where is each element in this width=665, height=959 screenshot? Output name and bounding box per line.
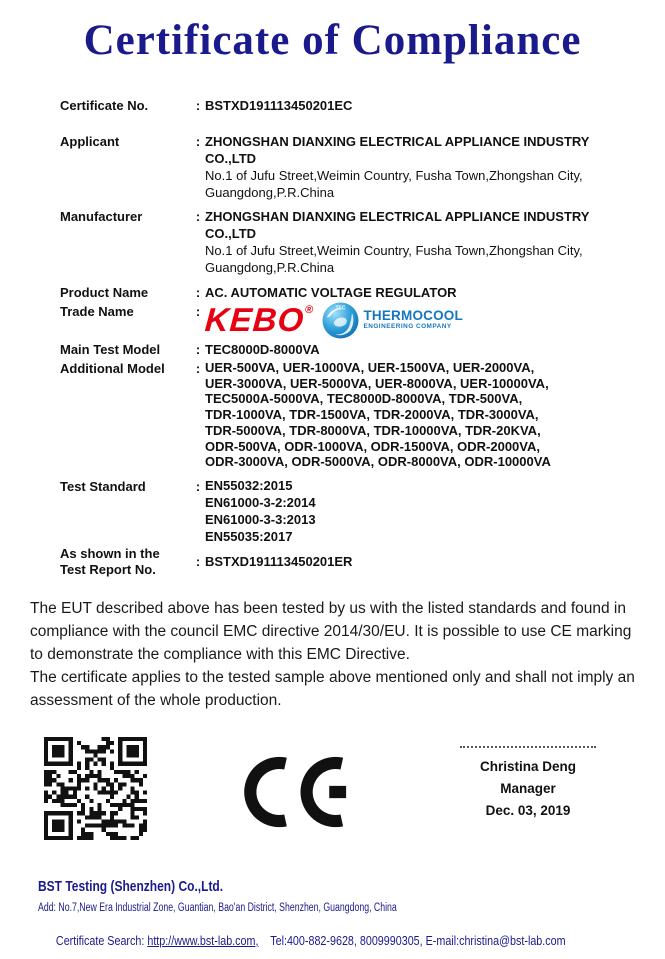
kebo-logo xyxy=(204,301,314,339)
field-label: Test Standard xyxy=(60,479,146,494)
field-label: Applicant xyxy=(60,134,120,149)
field-colon: : xyxy=(195,361,201,376)
qr-code xyxy=(43,737,148,840)
field-colon: : xyxy=(195,134,201,149)
footer-contact-line xyxy=(38,920,566,959)
field-label: Trade Name xyxy=(60,304,134,319)
field-label: Product Name xyxy=(60,285,149,300)
statement-paragraph: The EUT described above has been tested by us with the listed standards and found in compliance with the council EMC directive 2014/30/EU. It is possible to use CE marking to demonstrate the compliance with this EMC Directive. xyxy=(30,600,632,663)
company-address-line: Guangdong,P.R.China xyxy=(205,260,335,275)
lab-address: Add: No.7,New Era Industrial Zone, Guantian, Bao'an District, Shenzhen, Guangdong, China xyxy=(38,902,397,914)
signatory-title: Manager xyxy=(500,781,556,796)
page-title: Certificate of Compliance xyxy=(83,17,582,64)
field-label xyxy=(60,546,192,578)
field-colon: : xyxy=(195,304,201,319)
additional-model-value xyxy=(205,360,635,470)
certificate-search-link[interactable]: http://www.bst-lab.com, xyxy=(147,934,259,948)
field-colon: : xyxy=(195,209,201,224)
field-colon: : xyxy=(195,479,201,494)
model-list-line: TDR-5000VA, TDR-8000VA, TDR-10000VA, TDR-20KVA, xyxy=(205,422,541,438)
model-list-line: UER-500VA, UER-1000VA, UER-1500VA, UER-2000VA, xyxy=(205,360,535,375)
company-address-line: Guangdong,P.R.China xyxy=(205,185,335,200)
thermocool-logo xyxy=(322,302,463,339)
thermocool-globe-text: TEC xyxy=(335,305,346,311)
company-name-line: ZHONGSHAN DIANXING ELECTRICAL APPLIANCE INDUSTRY xyxy=(205,134,590,149)
signatory-name: Christina Deng xyxy=(479,759,576,774)
model-list-line: TEC5000A-5000VA, TEC8000D-8000VA, TDR-500VA, xyxy=(205,391,523,407)
footer-contact-info: Tel:400-882-9628, 8009990305, E-mail:christina@bst-lab.com xyxy=(258,934,566,948)
field-colon: : xyxy=(195,98,201,113)
compliance-statement xyxy=(30,597,644,712)
model-list-line: ODR-500VA, ODR-1000VA, ODR-1500VA, ODR-2000VA, xyxy=(205,438,540,454)
applicant-value xyxy=(205,133,635,201)
thermocool-subtitle: ENGINEERING COMPANY xyxy=(363,323,452,330)
model-list-line: TDR-1000VA, TDR-1500VA, TDR-2000VA, TDR-3000VA, xyxy=(205,407,539,423)
field-colon: : xyxy=(195,342,201,357)
field-colon: : xyxy=(195,285,201,300)
thermocool-globe-icon xyxy=(322,302,359,339)
company-name-line: CO.,LTD xyxy=(205,151,257,166)
standard-line: EN61000-3-3:2013 xyxy=(205,511,316,527)
product-name-value: AC. AUTOMATIC VOLTAGE REGULATOR xyxy=(205,285,457,300)
trade-name-logos xyxy=(205,299,463,341)
model-list-line: ODR-3000VA, ODR-5000VA, ODR-8000VA, ODR-10000VA xyxy=(205,454,551,470)
thermocool-wordmark xyxy=(363,309,463,331)
company-address-line: No.1 of Jufu Street,Weimin Country, Fusha Town,Zhongshan City, xyxy=(205,243,583,258)
kebo-logo-text: KEBO xyxy=(203,301,306,338)
signature-block xyxy=(444,746,612,822)
footer xyxy=(38,878,651,959)
lab-company-name: BST Testing (Shenzhen) Co.,Ltd. xyxy=(38,878,224,895)
manufacturer-value xyxy=(205,208,635,276)
signature-date: Dec. 03, 2019 xyxy=(485,803,571,818)
ce-mark-icon xyxy=(242,752,348,832)
registered-trademark-icon: ® xyxy=(304,304,314,316)
field-label: Manufacturer xyxy=(60,209,143,224)
standard-line: EN61000-3-2:2014 xyxy=(205,494,316,510)
test-standard-value xyxy=(205,478,635,546)
company-name-line: ZHONGSHAN DIANXING ELECTRICAL APPLIANCE INDUSTRY xyxy=(205,209,590,224)
standard-line: EN55035:2017 xyxy=(205,528,293,544)
standard-line: EN55032:2015 xyxy=(205,478,293,493)
company-address-line: No.1 of Jufu Street,Weimin Country, Fusha Town,Zhongshan City, xyxy=(205,168,583,183)
certificate-number: BSTXD191113450201EC xyxy=(205,98,353,113)
thermocool-name: THERMOCOOL xyxy=(363,308,463,323)
field-label: Main Test Model xyxy=(60,342,161,357)
field-label: Certificate No. xyxy=(60,98,149,113)
certificate-search-label: Certificate Search: xyxy=(55,934,148,948)
field-label-line: Test Report No. xyxy=(60,562,156,577)
signature-dotted-line xyxy=(460,746,596,748)
field-label: Additional Model xyxy=(60,361,165,376)
statement-paragraph: The certificate applies to the tested sample above mentioned only and shall not imply an assessment of the whole production. xyxy=(30,669,635,709)
model-list-line: UER-3000VA, UER-5000VA, UER-8000VA, UER-10000VA, xyxy=(205,375,549,391)
field-label-line: As shown in the xyxy=(60,546,160,561)
field-colon: : xyxy=(195,554,201,569)
main-test-model-value: TEC8000D-8000VA xyxy=(205,342,320,357)
test-report-number: BSTXD191113450201ER xyxy=(205,554,353,569)
company-name-line: CO.,LTD xyxy=(205,226,257,241)
